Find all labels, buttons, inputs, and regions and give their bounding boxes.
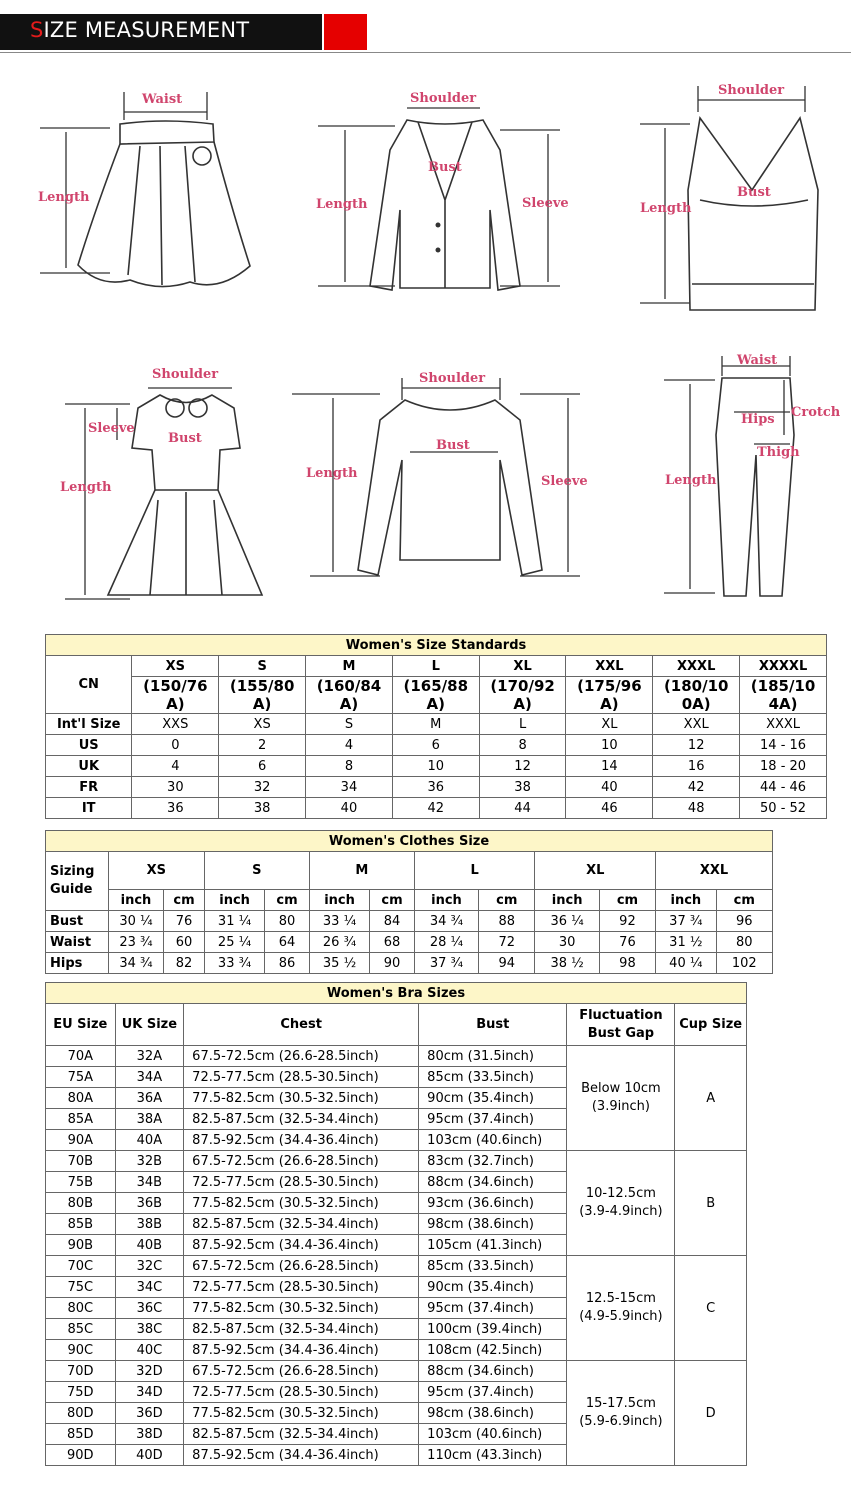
table-cell: 87.5-92.5cm (34.4-36.4inch) — [184, 1235, 419, 1256]
size-col-header: L — [392, 656, 479, 677]
table-cell: 40C — [115, 1340, 184, 1361]
size-code: (165/88 A) — [392, 677, 479, 714]
table-cell: 85B — [46, 1214, 116, 1235]
chest-header: Chest — [184, 1004, 419, 1046]
size-col-header: XS — [108, 852, 204, 890]
table-cell: 75C — [46, 1277, 116, 1298]
bust-header: Bust — [419, 1004, 567, 1046]
sizing-guide-header: Sizing Guide — [46, 852, 109, 911]
table-cell: XXS — [132, 714, 219, 735]
table-cell: 85D — [46, 1424, 116, 1445]
sweater-diagram — [292, 371, 588, 576]
table-cell: 33 ¾ — [204, 953, 264, 974]
unit-cm: cm — [599, 890, 655, 911]
table-cell: 36C — [115, 1298, 184, 1319]
table-cell: 37 ¾ — [414, 953, 478, 974]
table-cell: 35 ½ — [309, 953, 369, 974]
table-cell: 68 — [370, 932, 415, 953]
sweater-shoulder-label: Shoulder — [419, 371, 486, 386]
unit-cm: cm — [265, 890, 310, 911]
fluctuation-gap-cell: 15-17.5cm (5.9-6.9inch) — [567, 1361, 675, 1466]
jacket-sleeve-label: Sleeve — [522, 196, 569, 211]
dress-bust-label: Bust — [168, 431, 202, 446]
table-cell: 38 — [479, 777, 566, 798]
row-label: Hips — [46, 953, 109, 974]
table-cell: 80 — [716, 932, 772, 953]
table-cell: 88cm (34.6inch) — [419, 1172, 567, 1193]
unit-inch: inch — [309, 890, 369, 911]
size-col-header: M — [309, 852, 414, 890]
table-cell: 40A — [115, 1130, 184, 1151]
unit-inch: inch — [414, 890, 478, 911]
table-cell: 38A — [115, 1109, 184, 1130]
cup-size-cell: D — [675, 1361, 747, 1466]
unit-inch: inch — [656, 890, 716, 911]
table-cell: 67.5-72.5cm (26.6-28.5inch) — [184, 1046, 419, 1067]
table-cell: 70D — [46, 1361, 116, 1382]
table-cell: XL — [566, 714, 653, 735]
pants-length-label: Length — [665, 473, 717, 488]
cup-size-header: Cup Size — [675, 1004, 747, 1046]
table-cell: 40 — [566, 777, 653, 798]
table-cell: 85cm (33.5inch) — [419, 1256, 567, 1277]
pants-diagram — [664, 353, 841, 596]
header-divider — [0, 52, 851, 53]
size-col-header: XL — [479, 656, 566, 677]
table-cell: 80C — [46, 1298, 116, 1319]
table-cell: 72.5-77.5cm (28.5-30.5inch) — [184, 1172, 419, 1193]
table-row — [46, 932, 773, 953]
table-cell: 4 — [306, 735, 393, 756]
table-cell: 10 — [392, 756, 479, 777]
table-row — [46, 798, 827, 819]
table-cell: 100cm (39.4inch) — [419, 1319, 567, 1340]
table-cell: 44 — [479, 798, 566, 819]
table-cell: 102 — [716, 953, 772, 974]
table-cell: 36B — [115, 1193, 184, 1214]
bra-sizes-table — [45, 982, 747, 1466]
table-cell: 86 — [265, 953, 310, 974]
table-cell: 16 — [653, 756, 740, 777]
table-cell: 36A — [115, 1088, 184, 1109]
table-cell: 34 ¾ — [108, 953, 164, 974]
table-cell: 67.5-72.5cm (26.6-28.5inch) — [184, 1361, 419, 1382]
table-cell: 0 — [132, 735, 219, 756]
unit-inch: inch — [535, 890, 599, 911]
table-cell: 28 ¼ — [414, 932, 478, 953]
table-cell: 76 — [164, 911, 205, 932]
table-cell: 25 ¼ — [204, 932, 264, 953]
page-title-first-letter: S — [30, 18, 44, 42]
table-cell: 105cm (41.3inch) — [419, 1235, 567, 1256]
table-cell: 80A — [46, 1088, 116, 1109]
table-cell: 82.5-87.5cm (32.5-34.4inch) — [184, 1319, 419, 1340]
table-cell: 90D — [46, 1445, 116, 1466]
table-cell: 87.5-92.5cm (34.4-36.4inch) — [184, 1130, 419, 1151]
table-cell: 82.5-87.5cm (32.5-34.4inch) — [184, 1424, 419, 1445]
page-title — [30, 18, 249, 42]
table-cell: 34C — [115, 1277, 184, 1298]
row-label: Bust — [46, 911, 109, 932]
skirt-diagram — [38, 92, 250, 287]
vest-diagram — [640, 83, 818, 310]
table-cell: 42 — [392, 798, 479, 819]
table-cell: 84 — [370, 911, 415, 932]
fluctuation-gap-cell: Below 10cm (3.9inch) — [567, 1046, 675, 1151]
fluctuation-header: Fluctuation Bust Gap — [567, 1004, 675, 1046]
size-standards-title: Women's Size Standards — [46, 635, 827, 656]
table-cell: 4 — [132, 756, 219, 777]
table-cell: 90cm (35.4inch) — [419, 1088, 567, 1109]
table-cell: M — [392, 714, 479, 735]
table-row — [46, 735, 827, 756]
table-cell: 95cm (37.4inch) — [419, 1109, 567, 1130]
size-code: (160/84 A) — [306, 677, 393, 714]
table-cell: 70A — [46, 1046, 116, 1067]
table-cell: 12 — [653, 735, 740, 756]
table-cell: 40 — [306, 798, 393, 819]
size-code: (185/10 4A) — [740, 677, 827, 714]
table-cell: 103cm (40.6inch) — [419, 1424, 567, 1445]
table-cell: 6 — [219, 756, 306, 777]
fluctuation-gap-cell: 10-12.5cm (3.9-4.9inch) — [567, 1151, 675, 1256]
table-cell: 85cm (33.5inch) — [419, 1067, 567, 1088]
table-cell: 80cm (31.5inch) — [419, 1046, 567, 1067]
table-cell: 32D — [115, 1361, 184, 1382]
dress-diagram — [60, 367, 262, 599]
size-col-header: XXL — [566, 656, 653, 677]
unit-cm: cm — [164, 890, 205, 911]
uk-size-header: UK Size — [115, 1004, 184, 1046]
table-cell: 36 — [392, 777, 479, 798]
table-cell: 83cm (32.7inch) — [419, 1151, 567, 1172]
table-row — [46, 756, 827, 777]
size-col-header: XL — [535, 852, 656, 890]
table-cell: 40 ¼ — [656, 953, 716, 974]
table-row — [46, 1151, 747, 1172]
table-cell: 88 — [479, 911, 535, 932]
table-cell: 90 — [370, 953, 415, 974]
table-cell: 46 — [566, 798, 653, 819]
skirt-waist-label: Waist — [142, 92, 183, 107]
table-cell: 40D — [115, 1445, 184, 1466]
table-cell: 33 ¼ — [309, 911, 369, 932]
table-cell: 90cm (35.4inch) — [419, 1277, 567, 1298]
size-col-header: M — [306, 656, 393, 677]
size-col-header: XS — [132, 656, 219, 677]
table-cell: 38D — [115, 1424, 184, 1445]
size-code: (180/10 0A) — [653, 677, 740, 714]
cup-size-cell: B — [675, 1151, 747, 1256]
vest-length-label: Length — [640, 201, 692, 216]
table-cell: 32C — [115, 1256, 184, 1277]
table-cell: 103cm (40.6inch) — [419, 1130, 567, 1151]
table-cell: 90C — [46, 1340, 116, 1361]
table-cell: L — [479, 714, 566, 735]
table-cell: XXXL — [740, 714, 827, 735]
pants-waist-label: Waist — [737, 353, 778, 368]
eu-size-header: EU Size — [46, 1004, 116, 1046]
size-col-header: L — [414, 852, 535, 890]
table-row — [46, 1361, 747, 1382]
table-cell: 72 — [479, 932, 535, 953]
table-cell: 8 — [306, 756, 393, 777]
table-cell: 67.5-72.5cm (26.6-28.5inch) — [184, 1256, 419, 1277]
page-header — [0, 14, 851, 54]
table-cell: 6 — [392, 735, 479, 756]
table-cell: 98cm (38.6inch) — [419, 1403, 567, 1424]
table-cell: 34D — [115, 1382, 184, 1403]
table-cell: 34 ¾ — [414, 911, 478, 932]
table-cell: 34A — [115, 1067, 184, 1088]
table-cell: 42 — [653, 777, 740, 798]
row-label: Int'l Size — [46, 714, 132, 735]
table-cell: 70C — [46, 1256, 116, 1277]
table-cell: 92 — [599, 911, 655, 932]
table-cell: 34 — [306, 777, 393, 798]
table-cell: 110cm (43.3inch) — [419, 1445, 567, 1466]
table-cell: 80D — [46, 1403, 116, 1424]
table-cell: 30 — [132, 777, 219, 798]
table-cell: 14 - 16 — [740, 735, 827, 756]
table-cell: 87.5-92.5cm (34.4-36.4inch) — [184, 1445, 419, 1466]
table-row — [46, 1256, 747, 1277]
table-cell: 8 — [479, 735, 566, 756]
vest-shoulder-label: Shoulder — [718, 83, 785, 98]
clothes-size-title: Women's Clothes Size — [46, 831, 773, 852]
size-code: (150/76 A) — [132, 677, 219, 714]
unit-cm: cm — [370, 890, 415, 911]
dress-sleeve-label: Sleeve — [88, 421, 135, 436]
table-cell: 32A — [115, 1046, 184, 1067]
table-cell: 38 ½ — [535, 953, 599, 974]
sweater-sleeve-label: Sleeve — [541, 474, 588, 489]
table-cell: 60 — [164, 932, 205, 953]
sweater-bust-label: Bust — [436, 438, 470, 453]
table-cell: 85C — [46, 1319, 116, 1340]
table-cell: 108cm (42.5inch) — [419, 1340, 567, 1361]
table-cell: XXL — [653, 714, 740, 735]
table-cell: 72.5-77.5cm (28.5-30.5inch) — [184, 1277, 419, 1298]
table-cell: 90A — [46, 1130, 116, 1151]
jacket-diagram — [316, 91, 569, 290]
table-row — [46, 1046, 747, 1067]
table-cell: 95cm (37.4inch) — [419, 1382, 567, 1403]
table-cell: 82 — [164, 953, 205, 974]
table-cell: 82.5-87.5cm (32.5-34.4inch) — [184, 1109, 419, 1130]
table-cell: 80B — [46, 1193, 116, 1214]
table-cell: 70B — [46, 1151, 116, 1172]
table-cell: 44 - 46 — [740, 777, 827, 798]
skirt-length-label: Length — [38, 190, 90, 205]
cup-size-cell: C — [675, 1256, 747, 1361]
size-col-header: S — [219, 656, 306, 677]
jacket-bust-label: Bust — [428, 160, 462, 175]
size-col-header: S — [204, 852, 309, 890]
size-col-header: XXL — [656, 852, 773, 890]
table-cell: 37 ¾ — [656, 911, 716, 932]
table-cell: 76 — [599, 932, 655, 953]
header-accent-block — [324, 14, 367, 50]
fluctuation-gap-cell: 12.5-15cm (4.9-5.9inch) — [567, 1256, 675, 1361]
table-cell: 90B — [46, 1235, 116, 1256]
vest-bust-label: Bust — [737, 185, 771, 200]
table-cell: XS — [219, 714, 306, 735]
sweater-length-label: Length — [306, 466, 358, 481]
table-cell: 94 — [479, 953, 535, 974]
table-cell: 38C — [115, 1319, 184, 1340]
row-label: UK — [46, 756, 132, 777]
table-cell: 98 — [599, 953, 655, 974]
table-row — [46, 953, 773, 974]
table-cell: 26 ¾ — [309, 932, 369, 953]
table-cell: 18 - 20 — [740, 756, 827, 777]
table-cell: 2 — [219, 735, 306, 756]
table-cell: 23 ¾ — [108, 932, 164, 953]
table-cell: 67.5-72.5cm (26.6-28.5inch) — [184, 1151, 419, 1172]
table-cell: 38 — [219, 798, 306, 819]
table-cell: 75A — [46, 1067, 116, 1088]
table-cell: 95cm (37.4inch) — [419, 1298, 567, 1319]
table-cell: 40B — [115, 1235, 184, 1256]
table-row — [46, 777, 827, 798]
pants-hips-label: Hips — [741, 412, 775, 427]
table-cell: 93cm (36.6inch) — [419, 1193, 567, 1214]
table-cell: 34B — [115, 1172, 184, 1193]
table-cell: 75D — [46, 1382, 116, 1403]
table-cell: 30 — [535, 932, 599, 953]
table-cell: 10 — [566, 735, 653, 756]
bra-sizes-body — [46, 1046, 747, 1466]
pants-crotch-label: Crotch — [791, 405, 841, 420]
table-cell: 31 ¼ — [204, 911, 264, 932]
cup-size-cell: A — [675, 1046, 747, 1151]
clothes-size-table — [45, 830, 773, 974]
table-cell: 77.5-82.5cm (30.5-32.5inch) — [184, 1088, 419, 1109]
table-cell: 80 — [265, 911, 310, 932]
row-label: IT — [46, 798, 132, 819]
row-label: FR — [46, 777, 132, 798]
table-cell: 36 — [132, 798, 219, 819]
size-col-header: XXXL — [653, 656, 740, 677]
garment-diagrams — [0, 60, 851, 620]
bra-sizes-title: Women's Bra Sizes — [46, 983, 747, 1004]
table-cell: 77.5-82.5cm (30.5-32.5inch) — [184, 1403, 419, 1424]
table-row — [46, 714, 827, 735]
table-cell: 88cm (34.6inch) — [419, 1361, 567, 1382]
table-cell: 31 ½ — [656, 932, 716, 953]
table-cell: 50 - 52 — [740, 798, 827, 819]
table-cell: 98cm (38.6inch) — [419, 1214, 567, 1235]
table-cell: 32 — [219, 777, 306, 798]
table-row — [46, 911, 773, 932]
size-code: (170/92 A) — [479, 677, 566, 714]
size-code: (155/80 A) — [219, 677, 306, 714]
table-cell: 72.5-77.5cm (28.5-30.5inch) — [184, 1382, 419, 1403]
table-cell: 38B — [115, 1214, 184, 1235]
table-cell: 96 — [716, 911, 772, 932]
dress-shoulder-label: Shoulder — [152, 367, 219, 382]
table-cell: 32B — [115, 1151, 184, 1172]
table-cell: 64 — [265, 932, 310, 953]
table-cell: 30 ¼ — [108, 911, 164, 932]
row-label: Waist — [46, 932, 109, 953]
table-cell: 85A — [46, 1109, 116, 1130]
dress-length-label: Length — [60, 480, 112, 495]
table-cell: 48 — [653, 798, 740, 819]
unit-cm: cm — [479, 890, 535, 911]
page-title-rest: IZE MEASUREMENT — [43, 18, 250, 42]
size-standards-table — [45, 634, 827, 819]
jacket-length-label: Length — [316, 197, 368, 212]
unit-inch: inch — [108, 890, 164, 911]
table-cell: 82.5-87.5cm (32.5-34.4inch) — [184, 1214, 419, 1235]
jacket-shoulder-label: Shoulder — [410, 91, 477, 106]
table-cell: 77.5-82.5cm (30.5-32.5inch) — [184, 1193, 419, 1214]
table-cell: 14 — [566, 756, 653, 777]
table-cell: 36 ¼ — [535, 911, 599, 932]
row-label: US — [46, 735, 132, 756]
unit-inch: inch — [204, 890, 264, 911]
size-code: (175/96 A) — [566, 677, 653, 714]
unit-cm: cm — [716, 890, 772, 911]
table-cell: 75B — [46, 1172, 116, 1193]
pants-thigh-label: Thigh — [757, 445, 800, 460]
table-cell: 87.5-92.5cm (34.4-36.4inch) — [184, 1340, 419, 1361]
table-cell: 12 — [479, 756, 566, 777]
table-cell: 72.5-77.5cm (28.5-30.5inch) — [184, 1067, 419, 1088]
size-col-header: XXXXL — [740, 656, 827, 677]
table-cell: S — [306, 714, 393, 735]
table-cell: 77.5-82.5cm (30.5-32.5inch) — [184, 1298, 419, 1319]
cn-header: CN — [46, 656, 132, 714]
table-cell: 36D — [115, 1403, 184, 1424]
